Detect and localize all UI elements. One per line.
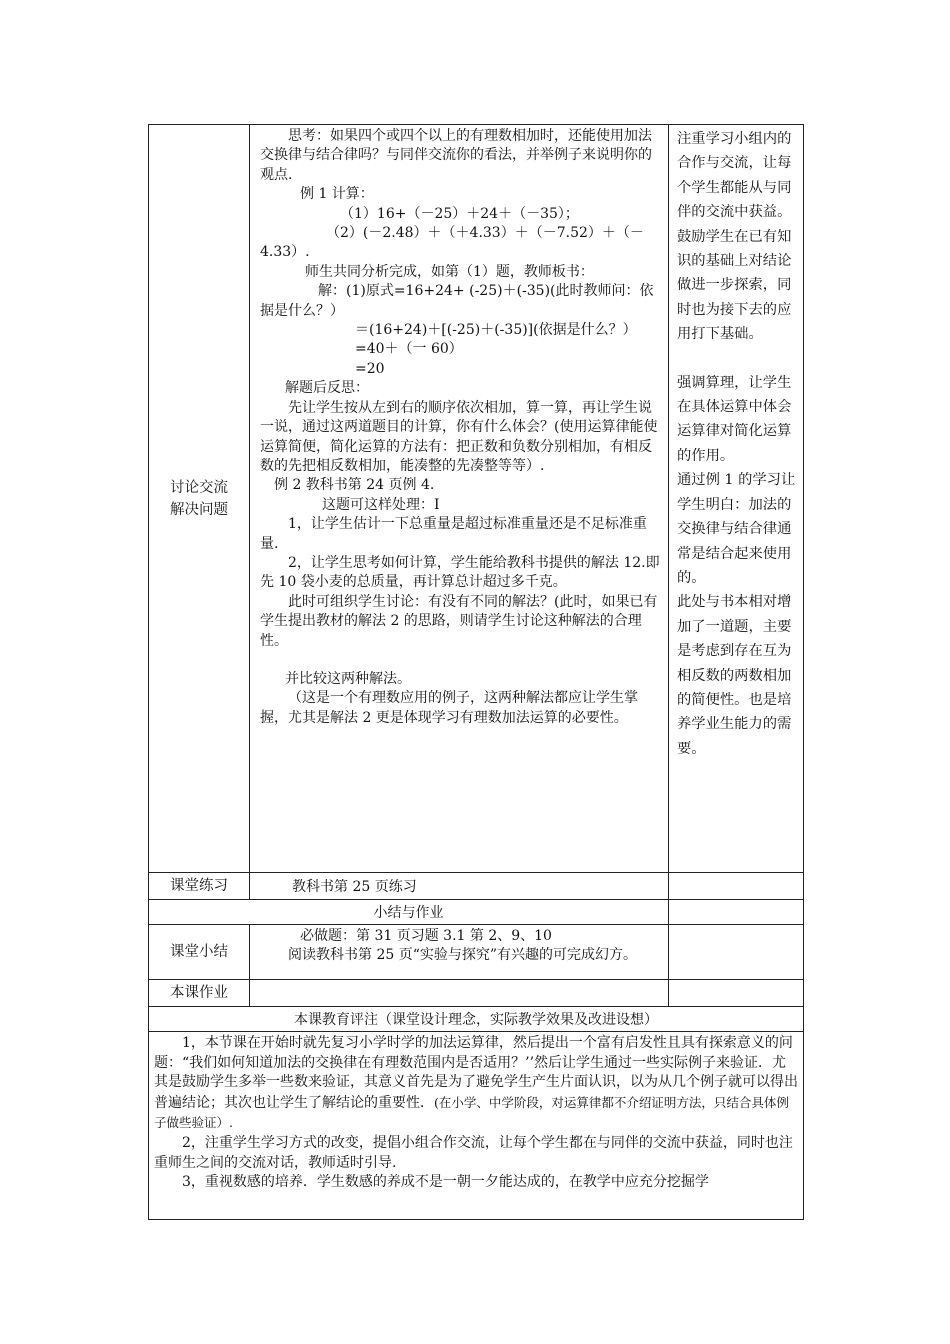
homework-notes (669, 980, 804, 1007)
remark-title-row (149, 1007, 804, 1032)
note-cooperation: 注重学习小组内的合作与交流，让每个学生都能从与同伴的交流中获益。 (677, 131, 792, 221)
summary-row (149, 925, 804, 980)
solution-step2: ＝(16+24)＋[(-25)＋(-35)](依据是什么？） (355, 322, 637, 339)
think-question: 思考：如果四个或四个以上的有理数相加时，还能使用加法交换律与结合律吗？与同伴交流你的看法，并举例子来说明你的观点. (260, 128, 652, 183)
discussion-content-cell (250, 125, 669, 873)
discussion-label-line2: 解决问题 (170, 501, 228, 518)
example2-heading: 例 2 教科书第 24 页例 4. (274, 477, 435, 494)
note-example1: 通过例 1 的学习让学生明白：加法的交换律与结合律通常是结合起来使用的。 (677, 472, 796, 586)
example2-discussion: 此时可组织学生讨论：有没有不同的解法？(此时，如果已有学生提出教材的解法 2 的思路，则请学生讨论这种解法的合理性。 (260, 593, 658, 649)
design-notes-cell (669, 125, 804, 873)
summary-content (250, 925, 669, 980)
discussion-label-line1: 讨论交流 (170, 479, 228, 496)
section-notes (669, 900, 804, 925)
analysis-intro: 师生共同分析完成，如第（1）题，教师板书： (305, 263, 594, 280)
compare-methods: 并比较这两种解法。 (285, 670, 411, 687)
reflection-heading: 解题后反思： (285, 380, 369, 397)
summary-notes (669, 925, 804, 980)
homework-content (250, 980, 669, 1007)
example2-step1: 1，让学生估计一下总重量是超过标准重量还是不足标准重量. (260, 516, 647, 552)
remark-paragraph-1 (154, 1034, 798, 1134)
homework-label: 本课作业 (149, 980, 250, 1007)
note-extra-problem: 此处与书本相对增加了一道题，主要是考虑到存在互为相反数的两数相加的简便性。也是培养学业生能力的需要。 (677, 594, 792, 757)
section-title: 小结与作业 (149, 900, 669, 925)
homework-row (149, 980, 804, 1007)
practice-content: 教科书第 25 页练习 (250, 873, 669, 900)
summary-label: 课堂小结 (149, 925, 250, 980)
solution-step4: =20 (355, 360, 385, 377)
discussion-row (149, 125, 804, 873)
reflection-text: 先让学生按从左到右的顺序依次相加，算一算，再让学生说一说，通过这两道题目的计算，你有什么体会？(使用运算律能使运算简便，简化运算的方法有：把正数和负数分别相加，有相反数的先把相反数相加，能凑整的先凑整等等）. (260, 399, 658, 474)
example1-heading: 例 1 计算： (300, 186, 374, 203)
remark-paragraph-2: 2，注重学生学习方式的改变，提倡小组合作交流，让每个学生都在与同伴的交流中获益，同时也注重师生之间的交流对话，教师适时引导. (154, 1134, 793, 1171)
practice-label: 课堂练习 (149, 873, 250, 900)
discussion-label-cell (149, 125, 250, 873)
example1-problem1: （1）16+（－25）＋24＋（－35）； (340, 205, 579, 222)
remark-p1-text: 1，本节课在开始时就先复习小学时学的加法运算律，然后提出一个富有启发性且具有探索意义的问题：“我们如何知道加法的交换律在有理数范围内是否适用？’’然后让学生通过一些实际例子来验证．尤其是鼓励学生多举一些数来验证，其意义首先是为了避免学生产生片面认识，以为从几个例子就可以得出普遍结论；其次也让学生了解结论的重要性． (154, 1035, 798, 1111)
remark-paragraph-3: 3，重视数感的培养．学生数感的养成不是一朝一夕能达成的，在教学中应充分挖掘学 (182, 1174, 709, 1191)
application-note: （这是一个有理数应用的例子，这两种解法都应让学生掌握，尤其是解法 2 更是体现学习有理数加法运算的必要性。 (260, 690, 638, 726)
solution-step3: =40＋（一 60） (355, 341, 463, 358)
example2-approach: 这题可这样处理：I (322, 496, 440, 513)
remark-content (149, 1032, 804, 1220)
example2-step2: 2，让学生思考如何计算，学生能给教科书提供的解法 12.即先 10 袋小麦的总质量，再计算总计超过多千克。 (260, 554, 660, 591)
lesson-plan-table (148, 124, 804, 1220)
summary-line1: 必做题：第 31 页习题 3.1 第 2、9、10 (300, 928, 552, 944)
summary-line2: 阅读教科书第 25 页“实验与探究”有兴趣的可完成幻方。 (288, 947, 638, 964)
remark-p1-note: (在小学、中学阶段，对运算律都不介绍证明方法，只结合具体例子做些验证）. (154, 1094, 789, 1131)
example1-problem2: （2）(－2.48）＋（＋4.33）＋（－7.52）＋（－4.33）. (260, 225, 644, 261)
note-arithmetic: 强调算理，让学生在具体运算中体会运算律对简化运算的作用。 (677, 374, 792, 464)
remark-title: 本课教育评注（课堂设计理念，实际教学效果及改进设想） (149, 1007, 804, 1032)
note-exploration: 鼓励学生在已有知识的基础上对结论做进一步探索，同时也为接下去的应用打下基础。 (677, 228, 792, 343)
practice-row (149, 873, 804, 900)
summary-section-row (149, 900, 804, 925)
solution-step1: 解：(1)原式=16+24+ (-25)＋(-35)(此时教师问：依据是什么？） (260, 283, 654, 319)
practice-notes (669, 873, 804, 900)
remark-row (149, 1032, 804, 1220)
